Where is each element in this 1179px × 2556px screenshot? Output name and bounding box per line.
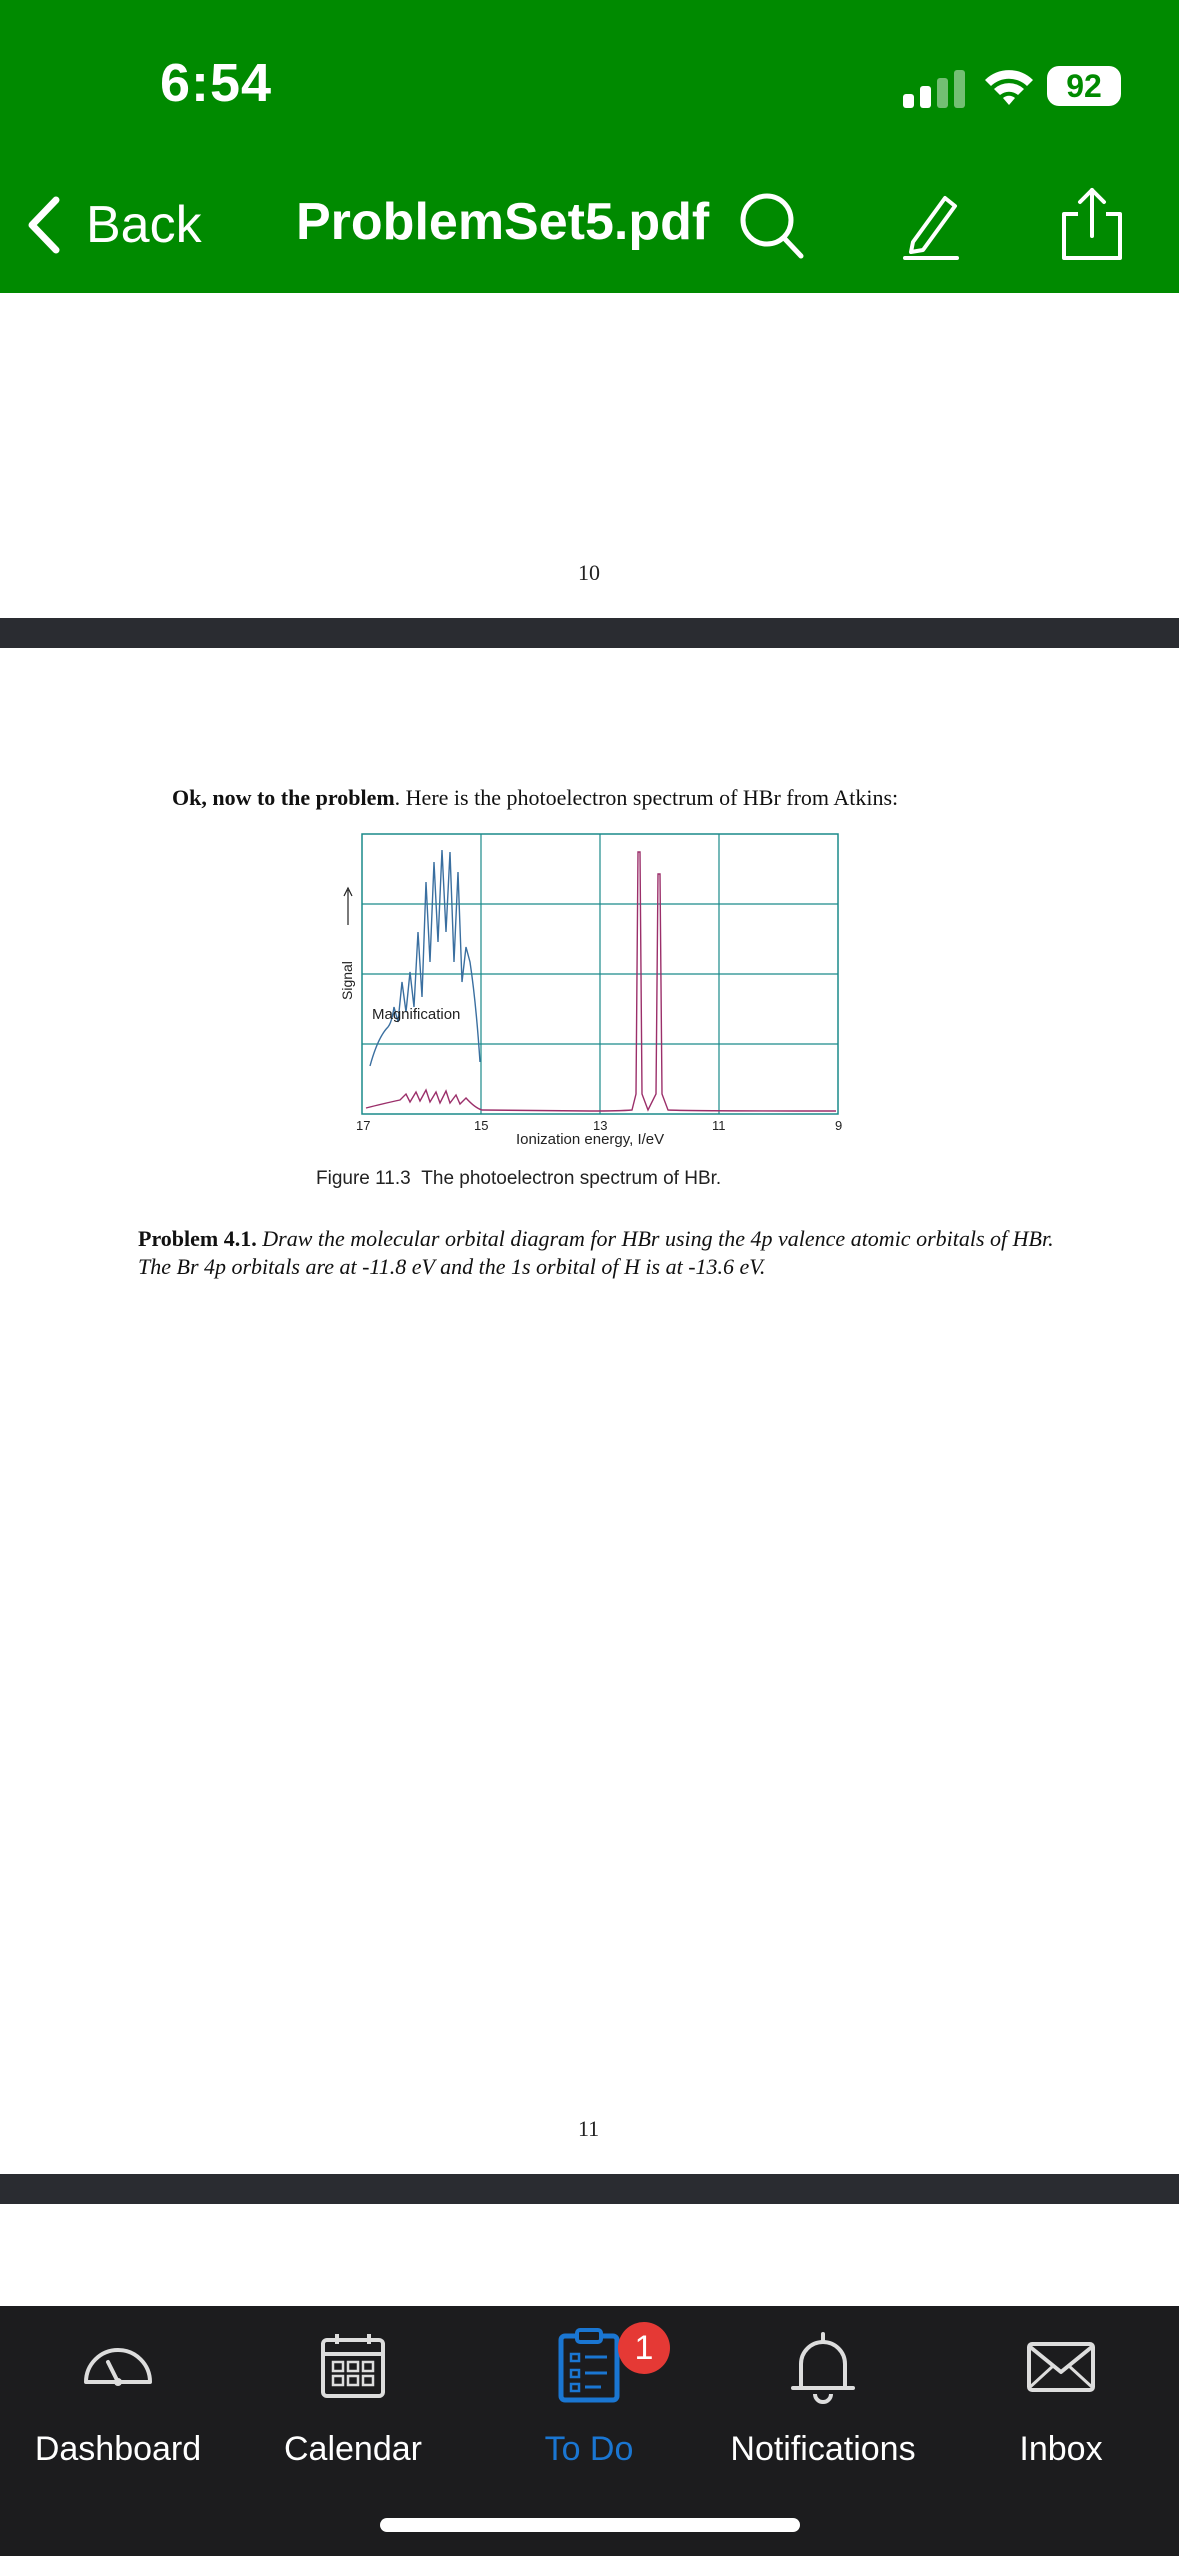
back-label: Back bbox=[86, 196, 202, 254]
intro-text bbox=[172, 785, 1052, 811]
x-tick: 17 bbox=[356, 1118, 371, 1133]
document-title: ProblemSet5.pdf bbox=[296, 193, 710, 251]
bell-icon bbox=[783, 2326, 863, 2406]
tab-inbox[interactable] bbox=[946, 2326, 1176, 2469]
tab-todo[interactable] bbox=[474, 2326, 704, 2469]
dashboard-icon bbox=[78, 2326, 158, 2406]
tab-calendar[interactable] bbox=[238, 2326, 468, 2469]
page-number-bottom: 11 bbox=[578, 2116, 600, 2141]
wifi-icon bbox=[983, 66, 1035, 108]
tab-label: Calendar bbox=[284, 2430, 422, 2468]
cellular-signal-icon bbox=[903, 70, 973, 108]
chevron-left-icon bbox=[24, 194, 66, 256]
status-time: 6:54 bbox=[160, 53, 273, 113]
page-separator bbox=[0, 618, 1179, 648]
x-axis-label: Ionization energy, I/eV bbox=[516, 1131, 665, 1148]
app-header bbox=[0, 0, 1179, 293]
photoelectron-spectrum-figure bbox=[330, 822, 850, 1157]
annotate-pen-icon[interactable] bbox=[895, 184, 967, 264]
magnification-label: Magnification bbox=[372, 1006, 461, 1023]
caption-text: The photoelectron spectrum of HBr. bbox=[421, 1168, 722, 1189]
page-separator bbox=[0, 2174, 1179, 2204]
y-axis-label: Signal bbox=[339, 961, 355, 1000]
problem-label: Problem 4.1. bbox=[138, 1226, 257, 1251]
battery-indicator: 92 bbox=[1047, 66, 1121, 106]
page-number-top: 10 bbox=[578, 560, 600, 585]
home-indicator[interactable] bbox=[380, 2518, 800, 2532]
search-icon[interactable] bbox=[735, 184, 807, 264]
todo-badge: 1 bbox=[618, 2322, 670, 2374]
tab-label: Inbox bbox=[1019, 2430, 1103, 2468]
x-tick: 9 bbox=[835, 1118, 843, 1133]
todo-icon bbox=[549, 2326, 629, 2406]
tab-notifications[interactable] bbox=[708, 2326, 938, 2469]
tab-label: To Do bbox=[544, 2430, 634, 2468]
x-tick: 15 bbox=[474, 1118, 489, 1133]
tab-dashboard[interactable] bbox=[3, 2326, 233, 2469]
problem-text bbox=[138, 1225, 1058, 1281]
share-icon[interactable] bbox=[1056, 184, 1128, 264]
tab-label: Dashboard bbox=[34, 2430, 202, 2468]
x-tick: 11 bbox=[712, 1118, 726, 1133]
intro-bold: Ok, now to the problem bbox=[172, 785, 395, 810]
back-button[interactable] bbox=[24, 190, 202, 260]
intro-rest: . Here is the photoelectron spectrum of HBr from Atkins: bbox=[394, 785, 899, 810]
calendar-icon bbox=[313, 2326, 393, 2406]
figure-caption bbox=[316, 1168, 721, 1190]
tab-label: Notifications bbox=[730, 2430, 916, 2468]
mail-icon bbox=[1021, 2326, 1101, 2406]
problem-body: Draw the molecular orbital diagram for HBr using the 4p valence atomic orbitals of HBr. The Br 4p orbitals are at -11.8 eV and the 1s orbital of H is at -13.6 eV. bbox=[138, 1226, 1054, 1279]
caption-number: Figure 11.3 bbox=[316, 1168, 411, 1189]
x-tick: 13 bbox=[593, 1118, 608, 1133]
